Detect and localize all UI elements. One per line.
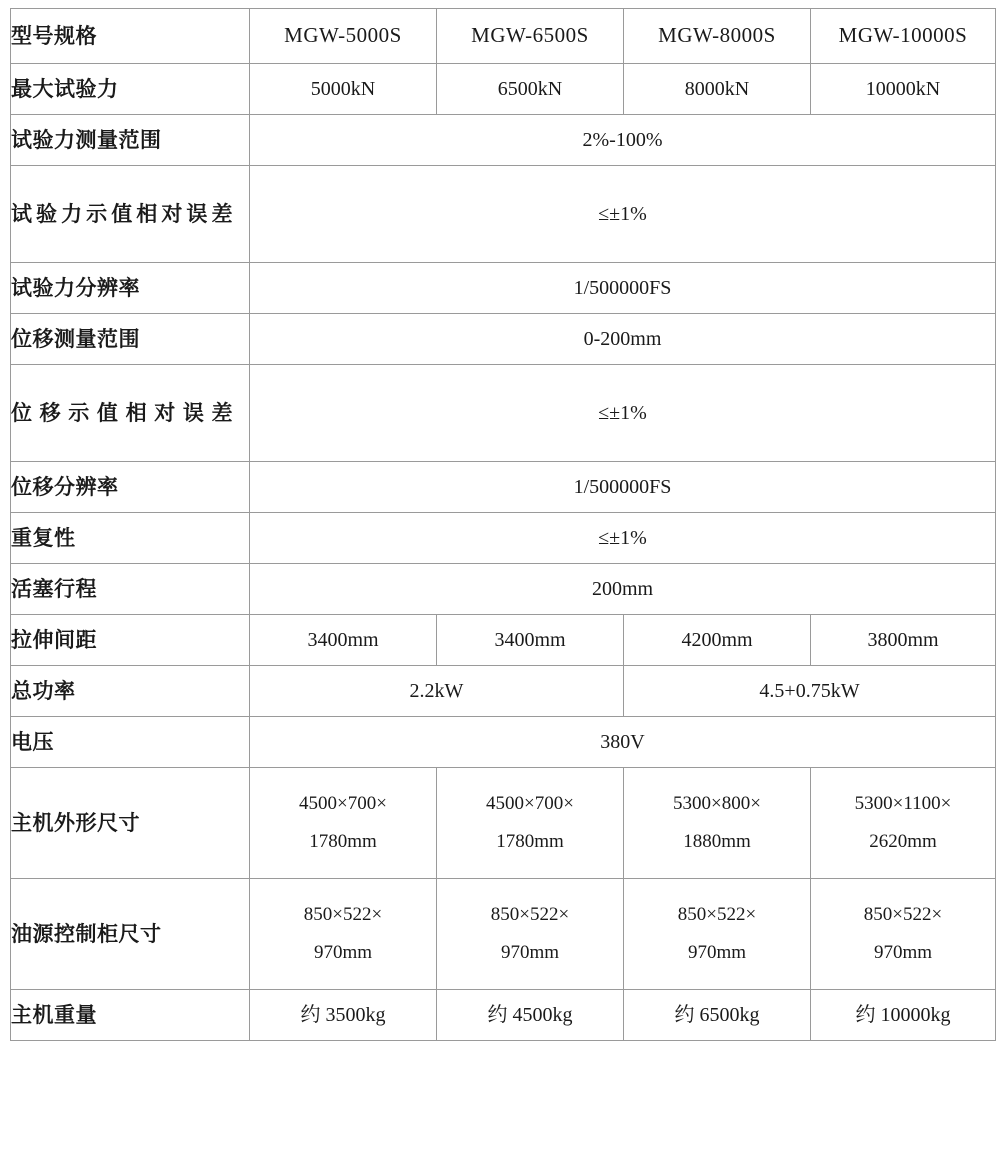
table-row <box>11 990 996 1041</box>
row-value: 约 6500kg <box>624 990 811 1041</box>
row-value <box>250 768 437 879</box>
row-value: 3400mm <box>250 615 437 666</box>
row-value: 5000kN <box>250 64 437 115</box>
row-value: 3400mm <box>437 615 624 666</box>
row-value-merged: 2%-100% <box>250 115 996 166</box>
row-value-line1: 4500×700× <box>299 793 387 814</box>
row-label: 试验力测量范围 <box>11 115 250 166</box>
row-label: 位移测量范围 <box>11 314 250 365</box>
row-value: 约 10000kg <box>811 990 996 1041</box>
row-value-merged: ≤±1% <box>250 166 996 263</box>
row-label: 位移分辨率 <box>11 462 250 513</box>
row-value <box>811 879 996 990</box>
row-value-merged: ≤±1% <box>250 365 996 462</box>
row-label: 活塞行程 <box>11 564 250 615</box>
row-label: 拉伸间距 <box>11 615 250 666</box>
row-label: 油源控制柜尺寸 <box>11 879 250 990</box>
row-value-line1: 850×522× <box>863 904 943 925</box>
row-value-merged: 1/500000FS <box>250 263 996 314</box>
row-value-line1: 4500×700× <box>486 793 574 814</box>
row-label: 重复性 <box>11 513 250 564</box>
row-value <box>624 879 811 990</box>
row-label: 主机外形尺寸 <box>11 768 250 879</box>
row-value: 3800mm <box>811 615 996 666</box>
row-value-line2: 970mm <box>687 942 747 963</box>
table-row <box>11 64 996 115</box>
row-value: 4200mm <box>624 615 811 666</box>
row-value-merged: 0-200mm <box>250 314 996 365</box>
row-value-line2: 1880mm <box>683 831 751 852</box>
row-value-merged: 380V <box>250 717 996 768</box>
row-value: 10000kN <box>811 64 996 115</box>
table-row <box>11 879 996 990</box>
header-label-cell: 型号规格 <box>11 9 250 64</box>
row-value <box>437 879 624 990</box>
row-value-line2: 1780mm <box>309 831 377 852</box>
row-value-line1: 850×522× <box>677 904 757 925</box>
row-value-line2: 970mm <box>873 942 933 963</box>
row-value: 约 3500kg <box>250 990 437 1041</box>
table-row <box>11 768 996 879</box>
row-value-merged: 200mm <box>250 564 996 615</box>
row-value-line1: 850×522× <box>490 904 570 925</box>
row-label: 试验力分辨率 <box>11 263 250 314</box>
row-value-line2: 2620mm <box>869 831 937 852</box>
row-label: 最大试验力 <box>11 64 250 115</box>
row-label: 试验力示值相对误差 <box>11 166 250 263</box>
header-model-3: MGW-8000S <box>624 9 811 64</box>
row-value <box>437 768 624 879</box>
row-value: 4.5+0.75kW <box>624 666 996 717</box>
row-value <box>811 768 996 879</box>
table-row <box>11 314 996 365</box>
table-header-row <box>11 9 996 64</box>
row-value <box>250 879 437 990</box>
row-value: 约 4500kg <box>437 990 624 1041</box>
specification-table <box>10 8 996 1041</box>
row-label: 电压 <box>11 717 250 768</box>
table-row <box>11 115 996 166</box>
header-model-2: MGW-6500S <box>437 9 624 64</box>
row-value-merged: ≤±1% <box>250 513 996 564</box>
row-value-line1: 5300×800× <box>673 793 761 814</box>
table-row <box>11 717 996 768</box>
table-row <box>11 365 996 462</box>
table-row <box>11 666 996 717</box>
row-value-line1: 5300×1100× <box>854 793 952 814</box>
table-row <box>11 564 996 615</box>
header-model-4: MGW-10000S <box>811 9 996 64</box>
table-row <box>11 462 996 513</box>
row-value-line2: 1780mm <box>496 831 564 852</box>
table-row <box>11 615 996 666</box>
row-value: 6500kN <box>437 64 624 115</box>
row-label: 总功率 <box>11 666 250 717</box>
row-value-line1: 850×522× <box>303 904 383 925</box>
table-row <box>11 166 996 263</box>
row-value-line2: 970mm <box>313 942 373 963</box>
row-value-line2: 970mm <box>500 942 560 963</box>
row-label: 位移示值相对误差 <box>11 365 250 462</box>
header-model-1: MGW-5000S <box>250 9 437 64</box>
row-value: 2.2kW <box>250 666 624 717</box>
row-label: 主机重量 <box>11 990 250 1041</box>
table-row <box>11 513 996 564</box>
row-value <box>624 768 811 879</box>
row-value: 8000kN <box>624 64 811 115</box>
table-row <box>11 263 996 314</box>
row-value-merged: 1/500000FS <box>250 462 996 513</box>
